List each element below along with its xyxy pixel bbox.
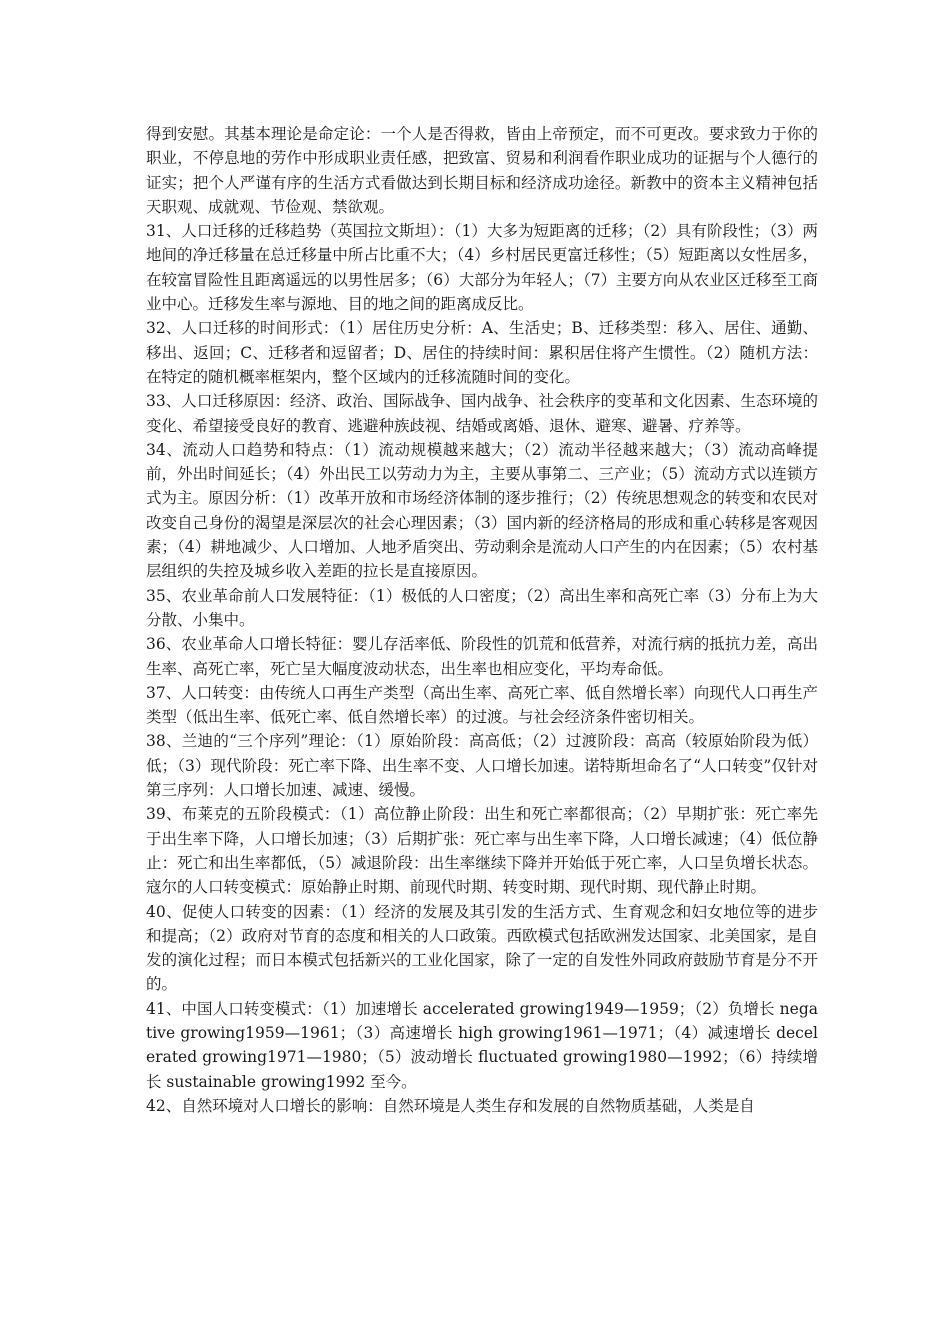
paragraph-continuation: 得到安慰。其基本理论是命定论：一个人是否得救，皆由上帝预定，而不可更改。要求致力于你的职业，不停息地的劳作中形成职业责任感，把致富、贸易和利润看作职业成功的证据与个人德行的证实；把个人严谨有序的生活方式看做达到长期目标和经济成功途径。新教中的资本主义精神包括天职观、成就观、节俭观、禁欲观。 — [146, 125, 818, 216]
paragraph-32: 32、人口迁移的时间形式：（1）居住历史分析：A、生活史；B、迁移类型：移入、居住、通勤、移出、返回；C、迁移者和逗留者；D、居住的持续时间：累积居住将产生惯性。（2）随机方法：在特定的随机概率框架内，整个区域内的迁移流随时间的变化。 — [146, 319, 818, 386]
paragraph-31: 31、人口迁移的迁移趋势（英国拉文斯坦）：（1）大多为短距离的迁移；（2）具有阶段性；（3）两地间的净迁移量在总迁移量中所占比重不大；（4）乡村居民更富迁移性；（5）短距离以女性居多，在较富冒险性且距离遥远的以男性居多；（6）大部分为年轻人；（7）主要方向从农业区迁移至工商业中心。迁移发生率与源地、目的地之间的距离成反比。 — [146, 222, 818, 314]
paragraph-35: 35、农业革命前人口发展特征：（1）极低的人口密度；（2）高出生率和高死亡率（3）分布上为大分散、小集中。 — [146, 586, 818, 629]
paragraph-39: 39、布莱克的五阶段模式：（1）高位静止阶段：出生和死亡率都很高；（2）早期扩张：死亡率先于出生率下降，人口增长加速；（3）后期扩张：死亡率与出生率下降，人口增长减速；（4）低位静止：死亡和出生率都低，（5）减退阶段：出生率继续下降并开始低于死亡率，人口呈负增长状态。寇尔的人口转变模式：原始静止时期、前现代时期、转变时期、现代时期、现代静止时期。 — [146, 805, 818, 897]
document-body — [146, 122, 818, 1118]
paragraph-38: 38、兰迪的“三个序列”理论：（1）原始阶段：高高低；（2）过渡阶段：高高（较原始阶段为低）低；（3）现代阶段：死亡率下降、出生率不变、人口增长加速。诺特斯坦命名了“人口转变”仅针对第三序列：人口增长加速、减速、缓慢。 — [146, 732, 818, 800]
paragraph-40: 40、促使人口转变的因素：（1）经济的发展及其引发的生活方式、生育观念和妇女地位等的进步和提高；（2）政府对节育的态度和相关的人口政策。西欧模式包括欧洲发达国家、北美国家，是自发的演化过程；而日本模式包括新兴的工业化国家，除了一定的自发性外同政府鼓励节育是分不开的。 — [146, 902, 818, 994]
paragraph-34: 34、流动人口趋势和特点：（1）流动规模越来越大；（2）流动半径越来越大；（3）流动高峰提前，外出时间延长；（4）外出民工以劳动力为主，主要从事第二、三产业；（5）流动方式以连锁方式为主。原因分析：（1）改革开放和市场经济体制的逐步推行；（2）传统思想观念的转变和农民对改变自己身份的渴望是深层次的社会心理因素；（3）国内新的经济格局的形成和重心转移是客观因素；（4）耕地减少、人口增加、人地矛盾突出、劳动剩余是流动人口产生的内在因素；（5）农村基层组织的失控及城乡收入差距的拉长是直接原因。 — [146, 440, 818, 581]
paragraph-41: 41、中国人口转变模式：（1）加速增长 accelerated growing1949—1959；（2）负增长 negative growing1959—1961；（3）高速增长 high growing1961—1971；（4）减速增长 decelerated growing1971—1980；（5）波动增长 fluctuated growing1980—1992；（6）持续增长 sustainable growing1992 至今。 — [146, 999, 818, 1091]
paragraph-36: 36、农业革命人口增长特征：婴儿存活率低、阶段性的饥荒和低营养，对流行病的抵抗力差，高出生率、高死亡率，死亡呈大幅度波动状态，出生率也相应变化，平均寿命低。 — [146, 635, 818, 678]
paragraph-37: 37、人口转变：由传统人口再生产类型（高出生率、高死亡率、低自然增长率）向现代人口再生产类型（低出生率、低死亡率、低自然增长率）的过渡。与社会经济条件密切相关。 — [146, 683, 818, 727]
paragraph-42: 42、自然环境对人口增长的影响：自然环境是人类生存和发展的自然物质基础，人类是自 — [146, 1096, 755, 1115]
paragraph-33: 33、人口迁移原因：经济、政治、国际战争、国内战争、社会秩序的变革和文化因素、生态环境的变化、希望接受良好的教育、逃避种族歧视、结婚或离婚、退休、避寒、避暑、疗养等。 — [146, 392, 818, 435]
